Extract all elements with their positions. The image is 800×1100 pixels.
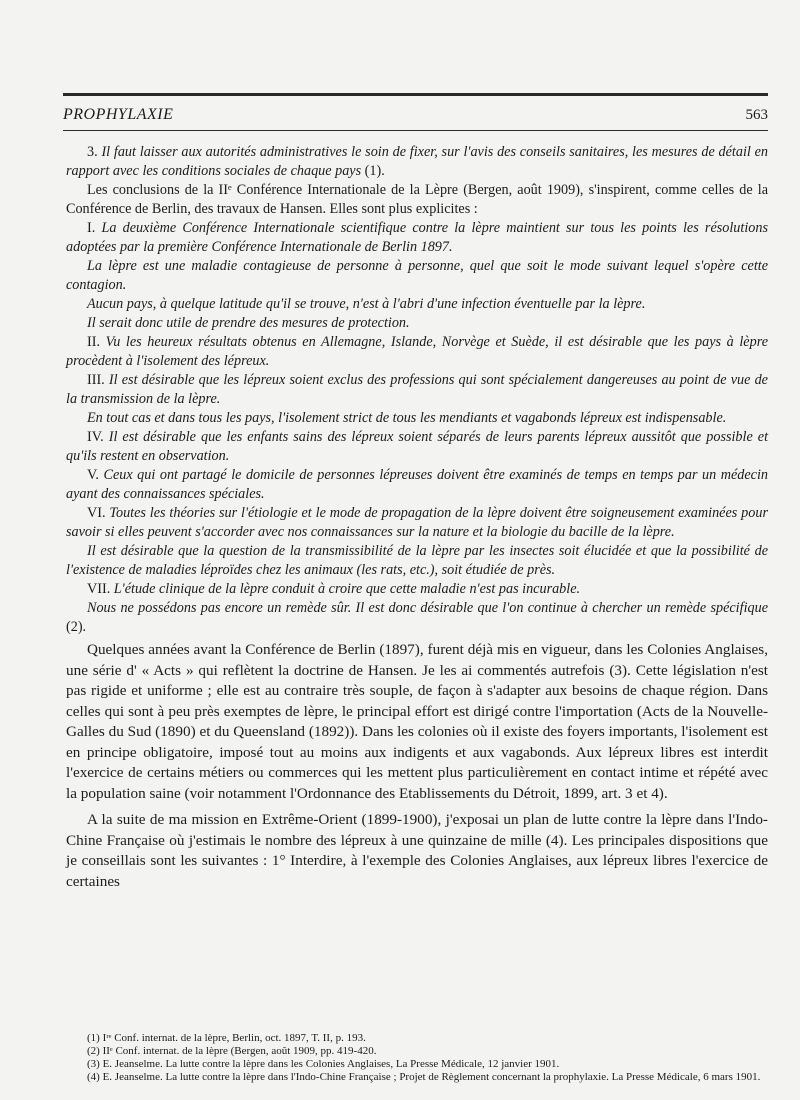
resolution-number: V. xyxy=(87,467,104,483)
page-number: 563 xyxy=(745,107,768,123)
resolution-text: Il est désirable que les lépreux soient exclus des professions qui sont spécialement dangereuses au point de vue de la transmission de la lèpre. xyxy=(66,372,768,407)
intro-paragraph xyxy=(66,181,768,219)
resolution-paragraph xyxy=(66,466,768,504)
footnote: (4) E. Jeanselme. La lutte contre la lèpre dans l'Indo-Chine Française ; Projet de Règlement concernant la prophylaxie. La Presse Médicale, 6 mars 1901. xyxy=(87,1071,761,1083)
resolution-text: La lèpre est une maladie contagieuse de personne à personne, quel que soit le mode suivant lequel s'opère cette contagion. xyxy=(66,258,768,293)
resolution-paragraph xyxy=(66,371,768,409)
resolution-paragraph xyxy=(66,428,768,466)
resolutions-block xyxy=(66,143,768,637)
resolution-text: Il faut laisser aux autorités administratives le soin de fixer, sur l'avis des conseils sanitaires, les mesures de détail en rapport avec les conditions sociales de chaque pays xyxy=(66,144,769,179)
resolution-text: Il serait donc utile de prendre des mesures de protection. xyxy=(87,315,410,331)
resolution-text: Toutes les théories sur l'étiologie et le mode de propagation de la lèpre doivent être soigneusement examinées pour savoir si elles peuvent s'accorder avec nos connaissances sur la nature et la biologie du bacille de la lèpre. xyxy=(66,505,768,540)
running-title: PROPHYLAXIE xyxy=(63,106,174,123)
resolution-paragraph xyxy=(66,219,768,257)
resolution-text: Vu les heureux résultats obtenus en Allemagne, Islande, Norvège et Suède, il est désirable que les pays à lèpre procèdent à l'isolement des lépreux. xyxy=(66,334,768,369)
footnote: (3) E. Jeanselme. La lutte contre la lèpre dans les Colonies Anglaises, La Presse Médicale, 12 janvier 1901. xyxy=(87,1058,560,1070)
resolution-number: VII. xyxy=(87,581,114,597)
resolution-paragraph xyxy=(66,542,768,580)
resolution-number: VI. xyxy=(87,505,110,521)
header-rule xyxy=(63,130,768,131)
resolution-paragraph xyxy=(66,599,768,637)
resolution-text: La deuxième Conférence Internationale scientifique contre la lèpre maintient sur tous les points les résolutions adoptées par la première Conférence Internationale de Berlin 1897. xyxy=(66,220,768,255)
body-paragraph: Quelques années avant la Conférence de Berlin (1897), furent déjà mis en vigueur, dans les Colonies Anglaises, une série d' « Acts » qui reflètent la doctrine de Hansen. Je les ai commentés autrefois (3). Cette législation n'est pas rigide et uniforme ; elle est au contraire très souple, de façon à s'adapter aux besoins de chaque région. Dans celles qui sont à peu près exemptes de lèpre, le principal effort est dirigé contre l'importation (Acts de la Nouvelle-Galles du Sud (1890) et du Queensland (1892)). Dans les colonies où il existe des foyers importants, l'isolement est en principe obligatoire, imposé tout au moins aux indigents et aux vagabonds. Aux lépreux libres est interdit l'exercice de certains métiers ou commerces qui les mettent plus particulièrement en contact intime et répété avec la population saine (voir notamment l'Ordonnance des Etablissements du Détroit, 1899, art. 3 et 4). xyxy=(66,641,768,802)
resolution-text: L'étude clinique de la lèpre conduit à croire que cette maladie n'est pas incurable. xyxy=(113,581,581,597)
resolution-paragraph xyxy=(66,504,768,542)
top-rule xyxy=(63,93,768,96)
resolution-text: Il est désirable que les enfants sains des lépreux soient séparés de leurs parents lépreux aussitôt que possible et qu'ils restent en observation. xyxy=(66,429,769,464)
body-paragraph: A la suite de ma mission en Extrême-Orient (1899-1900), j'exposai un plan de lutte contre la lèpre dans l'Indo-Chine Française où j'estimais le nombre des lépreux à une quinzaine de mille (4). Les principales dispositions que je conseillais sont les suivantes : 1° Interdire, à l'exemple des Colonies Anglaises, aux lépreux libres l'exercice de certaines xyxy=(66,811,768,890)
resolution-text: Il est désirable que la question de la transmissibilité de la lèpre par les insectes soit élucidée et que la possibilité de l'existence de maladies léproïdes chez les animaux (les rats, etc.), soit étudiée de près. xyxy=(66,543,768,578)
intro-text: Les conclusions de la IIᵉ Conférence Internationale de la Lèpre (Bergen, août 1909), s'inspirent, comme celles de la Conférence de Berlin, des travaux de Hansen. Elles sont plus explicites : xyxy=(66,182,768,217)
resolution-paragraph xyxy=(66,580,768,599)
resolution-text: Aucun pays, à quelque latitude qu'il se trouve, n'est à l'abri d'une infection éventuelle par la lèpre. xyxy=(87,296,646,312)
footnote: (2) IIᵉ Conf. internat. de la lèpre (Bergen, août 1909, pp. 419-420. xyxy=(87,1045,377,1057)
resolution-text: En tout cas et dans tous les pays, l'isolement strict de tous les mendiants et vagabonds lépreux est indispensable. xyxy=(87,410,727,426)
resolution-number: II. xyxy=(87,334,106,350)
resolution-number: I. xyxy=(87,220,102,236)
footnote: (1) Iʳᵉ Conf. internat. de la lèpre, Berlin, oct. 1897, T. II, p. 193. xyxy=(87,1032,366,1044)
resolution-paragraph xyxy=(66,409,768,428)
page-header xyxy=(63,106,768,124)
footnotes xyxy=(66,1032,768,1084)
prose-block xyxy=(66,640,768,892)
resolution-number: IV. xyxy=(87,429,109,445)
resolution-number: 3. xyxy=(87,144,102,160)
resolution-paragraph xyxy=(66,314,768,333)
page-body xyxy=(66,143,768,898)
resolution-paragraph xyxy=(66,257,768,295)
resolution-text: Nous ne possédons pas encore un remède sûr. Il est donc désirable que l'on continue à chercher un remède spécifique xyxy=(87,600,768,616)
footnote-ref: (2). xyxy=(66,619,87,635)
resolution-paragraph xyxy=(66,333,768,371)
resolution-paragraph xyxy=(66,143,768,181)
resolution-paragraph xyxy=(66,295,768,314)
resolution-text: Ceux qui ont partagé le domicile de personnes lépreuses doivent être examinés de temps en temps par un médecin ayant des connaissances spéciales. xyxy=(66,467,768,502)
resolution-number: III. xyxy=(87,372,109,388)
footnote-ref: (1). xyxy=(361,163,385,179)
